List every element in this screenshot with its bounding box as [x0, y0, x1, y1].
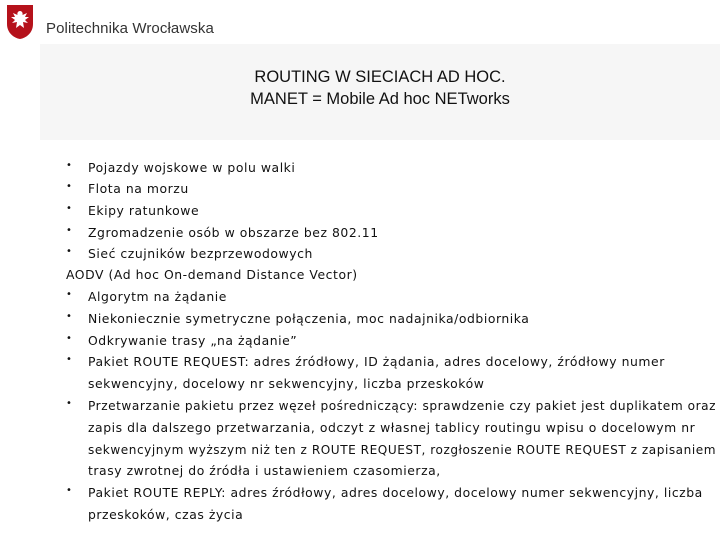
- title-line-1: ROUTING W SIECIACH AD HOC.: [254, 68, 506, 86]
- bullet-glyph: •: [66, 485, 73, 496]
- item-text: Algorytm na żądanie: [88, 289, 227, 304]
- item-text: Niekoniecznie symetryczne połączenia, moc nadajnika/odbiornika: [88, 311, 530, 326]
- item-text: sekwencyjny, docelowy nr sekwencyjny, liczba przeskoków: [88, 376, 485, 391]
- item-text: Flota na morzu: [88, 181, 189, 196]
- university-name: Politechnika Wrocławska: [46, 20, 214, 37]
- bullet-glyph: •: [66, 354, 73, 365]
- item-text: Odkrywanie trasy „na żądanie”: [88, 333, 298, 348]
- item-text: przeskoków, czas życia: [88, 507, 244, 522]
- item-text: Pakiet ROUTE REQUEST: adres źródłowy, ID żądania, adres docelowy, źródłowy numer: [88, 354, 665, 369]
- bullet-glyph: •: [66, 181, 73, 192]
- bullet-glyph: •: [66, 160, 73, 171]
- bullet-glyph: •: [66, 246, 73, 257]
- item-text: Sieć czujników bezprzewodowych: [88, 246, 313, 261]
- item-text: sekwencyjnym wyższym niż ten z ROUTE REQUEST, rozgłoszenie ROUTE REQUEST z zapisaniem: [88, 442, 717, 457]
- title-line-2: MANET = Mobile Ad hoc NETworks: [250, 90, 510, 108]
- aodv-heading: AODV (Ad hoc On-demand Distance Vector): [66, 267, 358, 282]
- bullet-glyph: •: [66, 311, 73, 322]
- bullet-glyph: •: [66, 398, 73, 409]
- item-text: Przetwarzanie pakietu przez węzeł pośredniczący: sprawdzenie czy pakiet jest duplikatem oraz: [88, 398, 717, 413]
- bullet-glyph: •: [66, 289, 73, 300]
- item-text: Pakiet ROUTE REPLY: adres źródłowy, adres docelowy, docelowy numer sekwencyjny, liczba: [88, 485, 703, 500]
- bullet-glyph: •: [66, 333, 73, 344]
- item-text: trasy zwrotnej do źródła i ustawieniem czasomierza,: [88, 463, 441, 478]
- bullet-glyph: •: [66, 225, 73, 236]
- item-text: Zgromadzenie osób w obszarze bez 802.11: [88, 225, 379, 240]
- item-text: zapis dla dalszego przetwarzania, odczyt z własnej tablicy routingu wpisu o docelowym nr: [88, 420, 696, 435]
- bullet-glyph: •: [66, 203, 73, 214]
- item-text: Ekipy ratunkowe: [88, 203, 200, 218]
- item-text: Pojazdy wojskowe w polu walki: [88, 160, 296, 175]
